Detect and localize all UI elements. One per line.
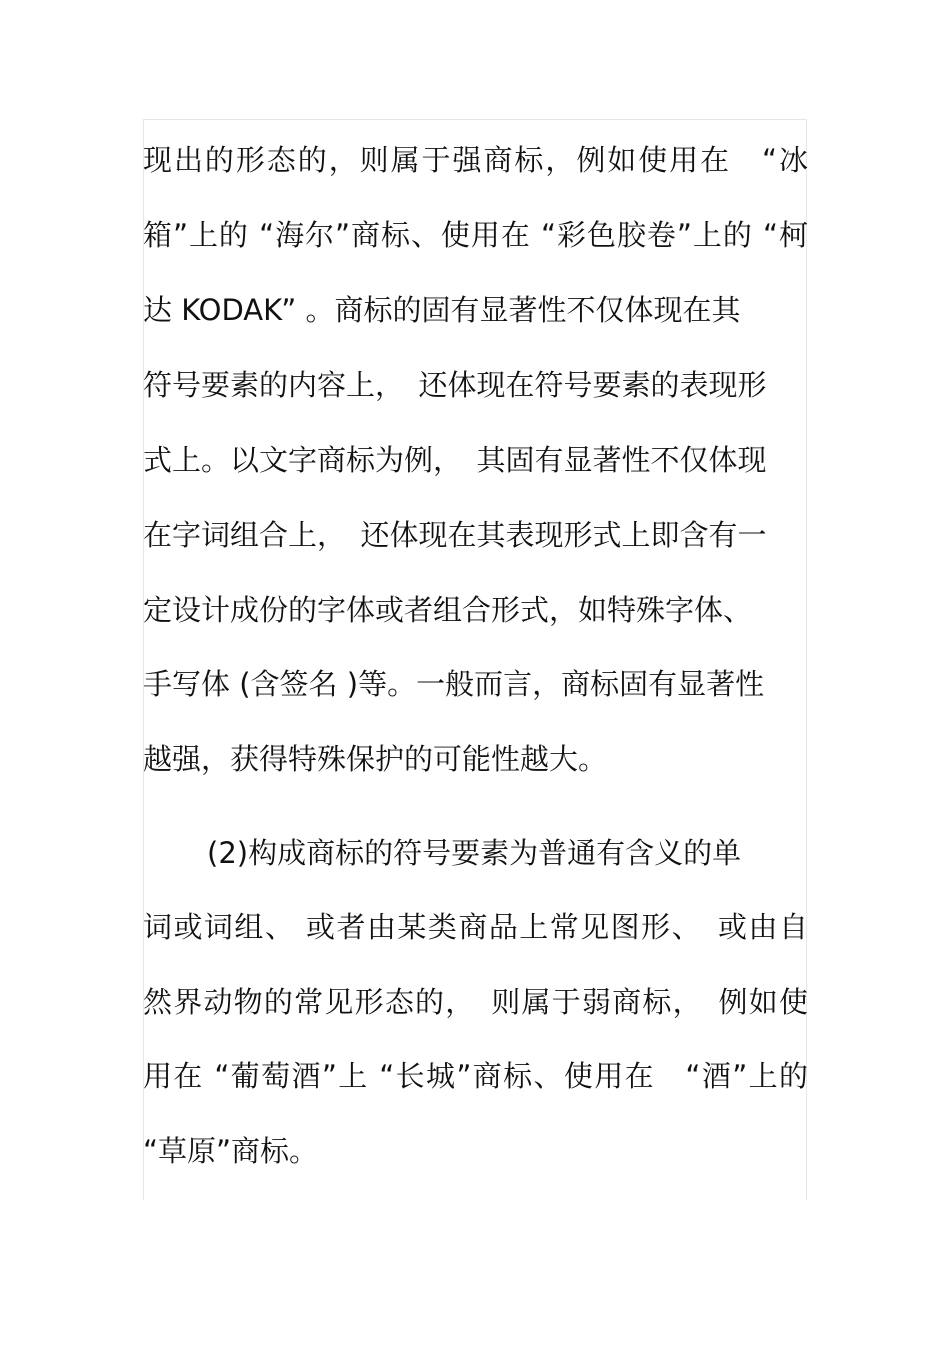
text-line: 达 KODAK” 。商标的固有显著性不仅体现在其 [143, 293, 741, 327]
text-line: 符号要素的内容上， 还体现在符号要素的表现形 [143, 368, 767, 402]
text-line: 用在 “葡萄酒”上 “长城”商标、使用在 “酒”上的 [143, 1059, 808, 1093]
text-line: 式上。以文字商标为例， 其固有显著性不仅体现 [143, 443, 767, 477]
text-line: 手写体 (含签名 )等。一般而言，商标固有显著性 [143, 667, 765, 701]
text-line: 在字词组合上， 还体现在其表现形式上即含有一 [143, 518, 767, 552]
text-line: 现出的形态的，则属于强商标，例如使用在 “冰 [143, 143, 808, 177]
text-line: 定设计成份的字体或者组合形式，如特殊字体、 [143, 593, 753, 627]
text-line: (2)构成商标的符号要素为普通有含义的单 [207, 836, 742, 870]
text-line: 越强，获得特殊保护的可能性越大。 [143, 742, 608, 776]
text-line: “草原”商标。 [143, 1134, 319, 1168]
page-frame [143, 119, 807, 1200]
text-line: 箱”上的 “海尔”商标、使用在 “彩色胶卷”上的 “柯 [143, 218, 808, 252]
text-line: 词或词组、 或者由某类商品上常见图形、 或由自 [143, 910, 808, 944]
text-line: 然界动物的常见形态的， 则属于弱商标， 例如使 [143, 985, 808, 1019]
